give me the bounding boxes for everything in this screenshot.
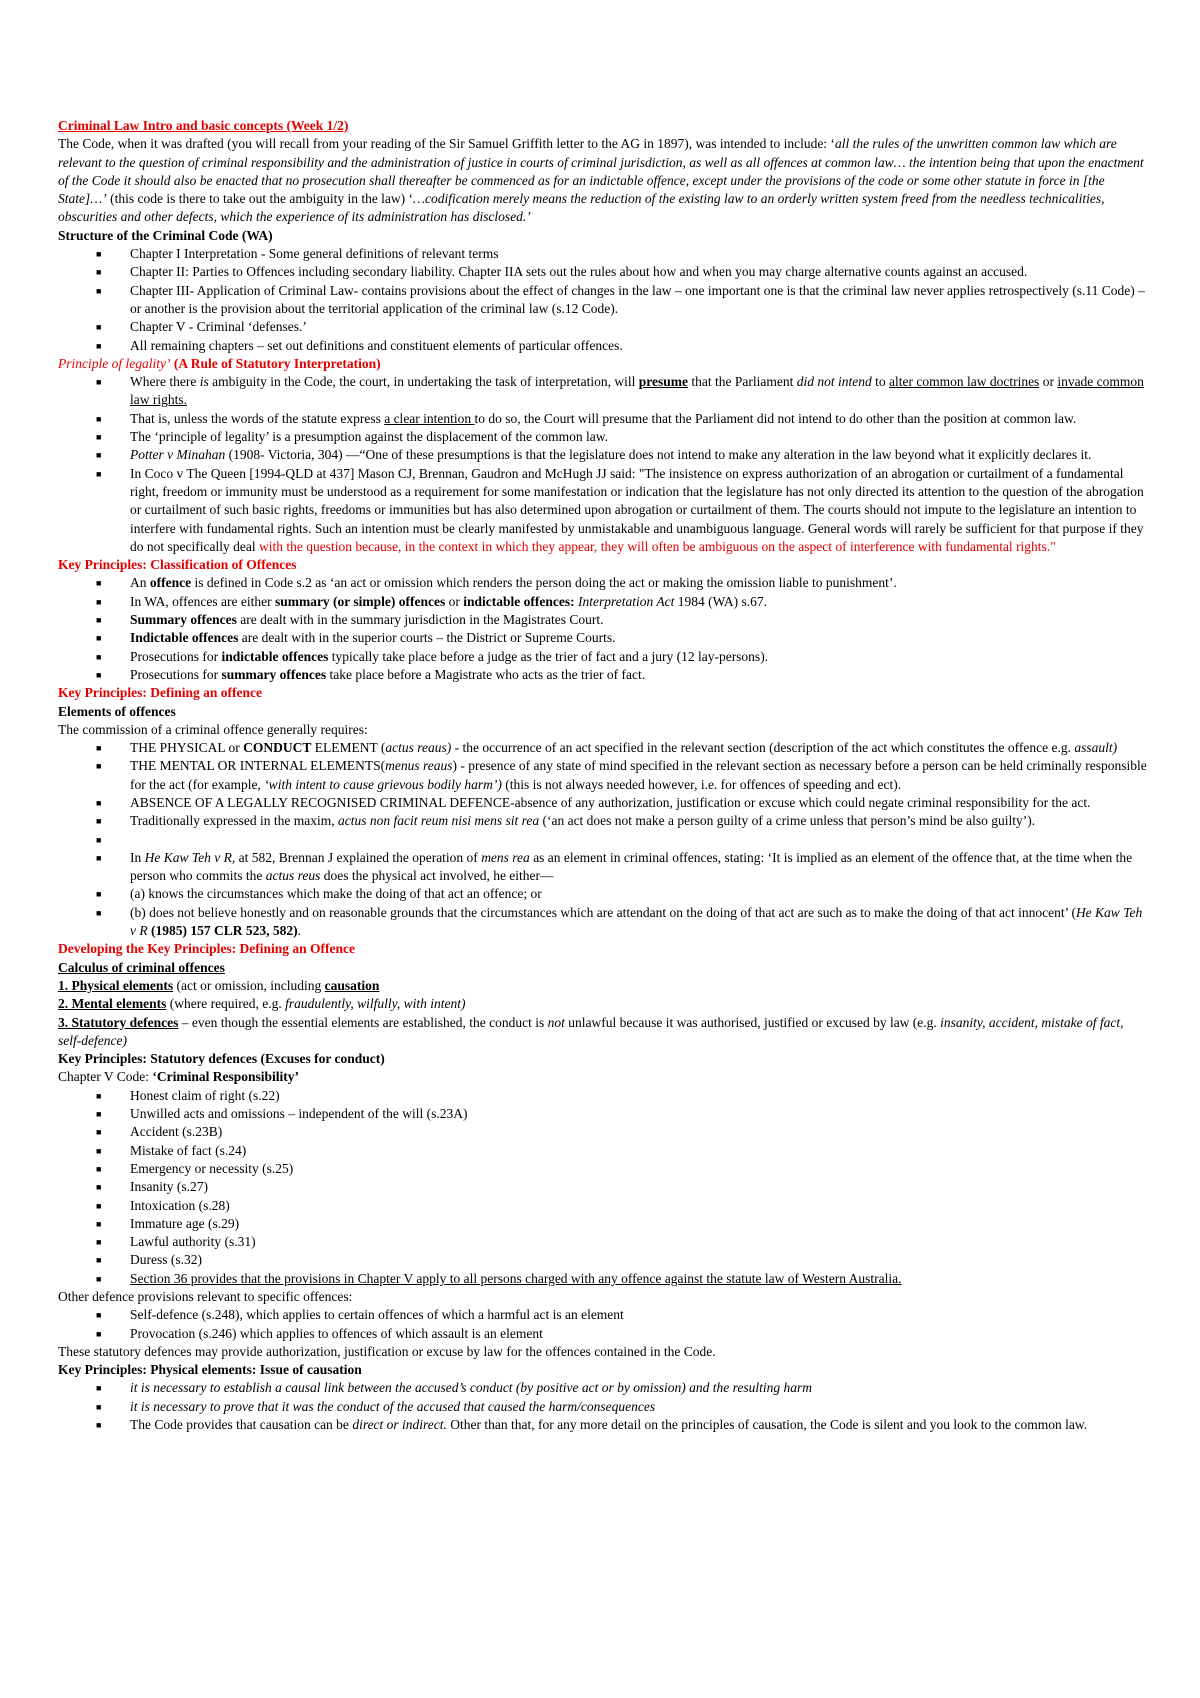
list-item: ■ The ‘principle of legality’ is a presumption against the displacement of the common law.	[96, 429, 608, 445]
defences-closing: These statutory defences may provide authorization, justification or excuse by law for the offences contained in the Code.	[58, 1343, 716, 1359]
list-item: ■ Chapter II: Parties to Offences including secondary liability. Chapter IIA sets out the rules about how and when you may charge alternative counts against an accused.	[96, 264, 1028, 280]
calculus-line-1: 1. Physical elements (act or omission, including causation	[58, 977, 380, 993]
list-item: ■ Where there is ambiguity in the Code, the court, in undertaking the task of interpretation, will presume that the Parliament did not intend to alter common law doctrines or invade common law rights.	[96, 374, 1144, 408]
list-item: ■ Accident (s.23B)	[96, 1124, 223, 1140]
defences-list	[58, 1087, 1148, 1288]
structure-heading: Structure of the Criminal Code (WA)	[58, 227, 273, 243]
developing-heading: Developing the Key Principles: Defining an Offence	[58, 941, 355, 957]
list-item: ■ Honest claim of right (s.22)	[96, 1087, 280, 1103]
list-item: ■ Summary offences are dealt with in the summary jurisdiction in the Magistrates Court.	[96, 612, 604, 628]
calculus-heading: Calculus of criminal offences	[58, 959, 225, 975]
intro-text-2: (this code is there to take out the ambiguity in the law) ‘	[106, 191, 414, 207]
list-item: ■ All remaining chapters – set out definitions and constituent elements of particular offences.	[96, 337, 623, 353]
list-item: ■ THE PHYSICAL or CONDUCT ELEMENT (actus reaus) - the occurrence of an act specified in the relevant section (description of the act which constitutes the offence e.g. assault)	[96, 740, 1118, 756]
list-item: ■ THE MENTAL OR INTERNAL ELEMENTS(menus reaus) - presence of any state of mind specified in the relevant section as necessary before a person can be held criminally responsible for the act (for example, ‘with intent to cause grievous bodily harm’) (this is not always needed however, i.e. for offences of speeding and ect).	[96, 758, 1147, 792]
other-defences-list	[58, 1306, 1148, 1343]
codification-quote: …codification merely means the reduction of the existing law to an orderly written system freed from the needless technicalities, obscurities and other defects, which the experience of its administration has disclosed.’	[58, 191, 1105, 225]
calculus-line-3: 3. Statutory defences – even though the essential elements are established, the conduct is not unlawful because it was authorised, justified or excused by law (e.g. insanity, accident, mistake of fact, self-defence)	[58, 1014, 1124, 1048]
list-item: ■ Insanity (s.27)	[96, 1179, 208, 1195]
list-item: ■ Lawful authority (s.31)	[96, 1234, 256, 1250]
list-item: ■ ABSENCE OF A LEGALLY RECOGNISED CRIMINAL DEFENCE-absence of any authorization, justification or excuse which could negate criminal responsibility for the act.	[96, 794, 1091, 810]
list-item: ■ Immature age (s.29)	[96, 1215, 240, 1231]
list-item: ■ Self-defence (s.248), which applies to certain offences of which a harmful act is an element	[96, 1307, 624, 1323]
list-item: ■ In WA, offences are either summary (or simple) offences or indictable offences: Interpretation Act 1984 (WA) s.67.	[96, 593, 767, 609]
causation-heading: Key Principles: Physical elements: Issue of causation	[58, 1362, 362, 1378]
list-item: ■ Intoxication (s.28)	[96, 1197, 230, 1213]
list-item: ■ The Code provides that causation can be direct or indirect. Other than that, for any more detail on the principles of causation, the Code is silent and you look to the common law.	[96, 1417, 1088, 1433]
defining-heading: Key Principles: Defining an offence	[58, 685, 262, 701]
elements-subheading: Elements of offences	[58, 703, 176, 719]
list-item: ■ In He Kaw Teh v R, at 582, Brennan J explained the operation of mens rea as an element in criminal offences, stating: ‘It is implied as an element of the offence that, at the time when the person who commits the actus reus does the physical act involved, he either—	[96, 849, 1133, 884]
list-item: ■ Prosecutions for indictable offences typically take place before a judge as the trier of fact and a jury (12 lay-persons).	[96, 648, 769, 664]
document-page	[58, 117, 1148, 1434]
causation-list	[58, 1379, 1148, 1434]
list-item: ■ Section 36 provides that the provisions in Chapter V apply to all persons charged with any offence against the statute law of Western Australia.	[96, 1270, 902, 1286]
list-item-empty: ■	[96, 834, 102, 845]
list-item: ■ Unwilled acts and omissions – independent of the will (s.23A)	[96, 1106, 468, 1122]
document-title: Criminal Law Intro and basic concepts (Week 1/2)	[58, 118, 349, 133]
list-item: ■ An offence is defined in Code s.2 as ‘an act or omission which renders the person doing the act or making the omission liable to punishment’.	[96, 575, 897, 591]
griffith-quote: all the rules of the unwritten common law which are relevant to the question of criminal responsibility and the administration of justice in courts of criminal jurisdiction, as well as all offences at common law… the intention being that upon the enactment of the Code it should also be enacted that no prosecution shall thereafter be commenced as for an indictable offence, except under the provisions of the code or some other statute in force in [the State]…’	[58, 136, 1144, 207]
list-item: ■ Traditionally expressed in the maxim, actus non facit reum nisi mens sit rea (‘an act does not make a person guilty of a crime unless that person’s mind be also guilty’).	[96, 813, 1036, 829]
list-item: ■ it is necessary to establish a causal link between the accused’s conduct (by positive act or by omission) and the resulting harm	[96, 1380, 813, 1396]
list-item: ■ Chapter III- Application of Criminal Law- contains provisions about the effect of changes in the law – one important one is that the criminal law never applies retrospectively (s.11 Code) – or another is the provision about the territorial application of the criminal law (s.12 Code).	[96, 282, 1145, 316]
structure-list	[58, 245, 1148, 355]
list-item: ■ Chapter V - Criminal ‘defenses.’	[96, 319, 307, 335]
list-item: ■ Provocation (s.246) which applies to offences of which assault is an element	[96, 1325, 543, 1341]
legality-heading: Principle of legality’ (A Rule of Statutory Interpretation)	[58, 355, 381, 371]
intro-text: The Code, when it was drafted (you will recall from your reading of the Sir Samuel Griffith letter to the AG in 1897), was intended to include: ‘	[58, 136, 835, 152]
list-item: ■ Emergency or necessity (s.25)	[96, 1160, 294, 1176]
list-item: ■ it is necessary to prove that it was the conduct of the accused that caused the harm/consequences	[96, 1398, 656, 1414]
legality-list	[58, 373, 1148, 556]
list-item: ■ Prosecutions for summary offences take place before a Magistrate who acts as the trier of fact.	[96, 666, 646, 682]
elements-lead: The commission of a criminal offence generally requires:	[58, 721, 368, 737]
list-item: ■ (a) knows the circumstances which make the doing of that act an offence; or	[96, 886, 542, 902]
intro-paragraph	[58, 135, 1148, 226]
list-item: ■ (b) does not believe honestly and on reasonable grounds that the circumstances which are attendant on the doing of that act are such as to make the doing of that act innocent’ (He Kaw Teh v R (1985) 157 CLR 523, 582).	[96, 904, 1143, 939]
classification-heading: Key Principles: Classification of Offences	[58, 557, 297, 573]
elements-list	[58, 739, 1148, 940]
list-item: ■ Potter v Minahan (1908- Victoria, 304) —“One of these presumptions is that the legislature does not intend to make any alteration in the law beyond what it explicitly declares it.	[96, 447, 1092, 463]
list-item: ■ Chapter I Interpretation - Some general definitions of relevant terms	[96, 246, 499, 262]
other-defences-lead: Other defence provisions relevant to specific offences:	[58, 1289, 353, 1304]
calculus-line-2: 2. Mental elements (where required, e.g. fraudulently, wilfully, with intent)	[58, 996, 466, 1012]
list-item: ■ Mistake of fact (s.24)	[96, 1142, 247, 1158]
list-item: ■ That is, unless the words of the statute express a clear intention to do so, the Court will presume that the Parliament did not intend to do other than the position at common law.	[96, 410, 1077, 426]
list-item: ■ Indictable offences are dealt with in the superior courts – the District or Supreme Courts.	[96, 630, 616, 646]
classification-list	[58, 574, 1148, 684]
list-item: ■ In Coco v The Queen [1994-QLD at 437] Mason CJ, Brennan, Gaudron and McHugh JJ said: "The insistence on express authorization of an abrogation or curtailment of a fundamental right, freedom or immunity must be understood as a requirement for some manifestation or indication that the legislature has not only directed its attention to the question of the abrogation or curtailment of such basic rights, freedoms or immunities but has also determined upon abrogation or curtailment of them. The courts should not impute to the legislature an intention to interfere with fundamental rights. Such an intention must be clearly manifested by unmistakable and unambiguous language. General words will rarely be sufficient for that purpose if they do not specifically deal with the question because, in the context in which they appear, they will often be ambiguous on the aspect of interference with fundamental rights."	[96, 465, 1144, 554]
defences-heading: Key Principles: Statutory defences (Excuses for conduct)	[58, 1051, 385, 1067]
defences-chapter: Chapter V Code: ‘Criminal Responsibility’	[58, 1069, 300, 1085]
list-item: ■ Duress (s.32)	[96, 1252, 202, 1268]
